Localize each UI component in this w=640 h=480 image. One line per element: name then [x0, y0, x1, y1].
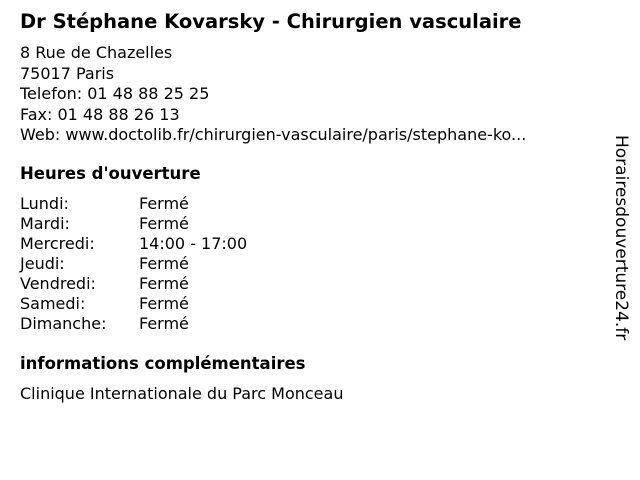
hours-value: Fermé	[139, 214, 189, 233]
phone-line[interactable]: Telefon: 01 48 88 25 25	[20, 84, 210, 103]
hours-row-wednesday	[20, 234, 247, 254]
web-line	[20, 125, 526, 146]
day-label: Lundi:	[20, 194, 69, 213]
contact-block	[20, 43, 526, 146]
hours-row-friday	[20, 274, 247, 294]
web-label: Web:	[20, 125, 66, 144]
hours-row-thursday	[20, 254, 247, 274]
site-brand-watermark: Horairesdouverture24.fr	[611, 135, 631, 341]
street-address: 8 Rue de Chazelles	[20, 43, 173, 62]
day-label: Jeudi:	[20, 254, 65, 273]
hours-value: 14:00 - 17:00	[139, 234, 248, 253]
hours-row-tuesday	[20, 214, 247, 234]
hours-row-saturday	[20, 294, 247, 314]
hours-value: Fermé	[139, 294, 189, 313]
hours-value: Fermé	[139, 254, 189, 273]
page-title: Dr Stéphane Kovarsky - Chirurgien vasculaire	[20, 10, 522, 33]
opening-hours-heading: Heures d'ouverture	[20, 164, 201, 183]
day-label: Mercredi:	[20, 234, 95, 253]
day-label: Samedi:	[20, 294, 86, 313]
day-label: Vendredi:	[20, 274, 96, 293]
additional-info-heading: informations complémentaires	[20, 354, 306, 373]
hours-row-sunday	[20, 314, 247, 334]
day-label: Dimanche:	[20, 314, 107, 333]
hours-row-monday	[20, 194, 247, 214]
hours-value: Fermé	[139, 194, 189, 213]
fax-line: Fax: 01 48 88 26 13	[20, 104, 180, 124]
city-line: 75017 Paris	[20, 63, 115, 83]
additional-info-text: Clinique Internationale du Parc Monceau	[20, 384, 344, 403]
hours-value: Fermé	[139, 314, 189, 333]
hours-value: Fermé	[139, 274, 189, 293]
website-link[interactable]: www.doctolib.fr/chirurgien-vasculaire/paris/stephane-ko...	[65, 125, 527, 144]
opening-hours-table	[20, 194, 247, 334]
day-label: Mardi:	[20, 214, 70, 233]
